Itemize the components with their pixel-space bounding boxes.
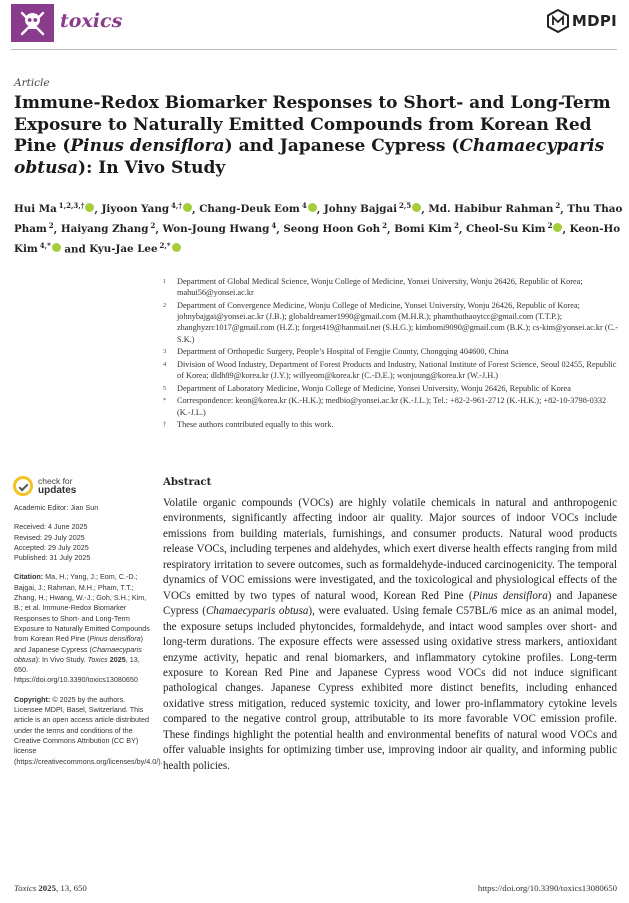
- author-name: Seong Hoon Goh: [283, 223, 381, 236]
- author-affiliation-marks: 2,5: [399, 201, 412, 210]
- author[interactable]: [60, 220, 156, 236]
- author-affiliation-marks: 2: [453, 220, 459, 230]
- author[interactable]: [394, 220, 459, 236]
- author-affiliation-marks: 2: [555, 201, 561, 210]
- citation-journal: Toxics: [87, 654, 108, 664]
- abstract-text: [163, 496, 617, 774]
- author-name: Md. Habibur Rahman: [428, 203, 554, 216]
- author-name: Keon-Ho Kim: [14, 223, 621, 256]
- orcid-icon[interactable]: [172, 243, 181, 252]
- abstract-body: ) and Japanese Cypress (: [163, 589, 617, 618]
- copyright: [14, 694, 163, 767]
- abstract-species-1: Pinus densiflora: [472, 589, 548, 602]
- author-name: Johny Bajgai: [323, 203, 398, 216]
- author[interactable]: [428, 203, 560, 215]
- affiliation-item: [163, 300, 618, 345]
- abstract-species-2: Chamaecyparis obtusa: [205, 605, 309, 618]
- author-affiliation-marks: 1,2,3,†: [58, 201, 85, 210]
- affiliation-text: Department of Global Medical Science, Wonju College of Medicine, Yonsei University, Wonju 26426, Republic of Korea; mahui56@yonsei.ac.kr: [177, 277, 583, 298]
- check-updates-line2: updates: [38, 485, 77, 496]
- affiliation-number: 3: [163, 348, 167, 356]
- affiliation-number: 5: [163, 384, 167, 392]
- author-list: Hui Ma $^{1,2,3,\dagger}$ , Jiyoon Yang $^{4,\dagger}$ , Chang-Deuk Eom $^4$ , Johny Bajgai $^{2,5}$ , Md. Habibur Rahman $^2$, Thu Thao Pham $^2$, Haiyang Zhang $^2$, Won-Joung Hwang $^4$, Seong Hoon Goh $^2$, Bomi Kim $^2$, Cheol-Su Kim $^2$ , Keon-Ho Kim $^{4,*}$ and Kyu-Jae Lee $^{2,*}$: [14, 201, 623, 256]
- abstract-heading: Abstract: [163, 476, 212, 488]
- citation-year: 2025: [109, 654, 126, 664]
- header-divider: [11, 49, 617, 50]
- mdpi-mark-icon: [547, 9, 569, 33]
- citation-species-2: Chamaecyparis obtusa: [14, 644, 142, 664]
- title-text: ) and Japanese Cypress (: [224, 136, 460, 156]
- journal-name: toxics: [60, 10, 123, 32]
- author-affiliation-marks: 4,†: [171, 201, 183, 210]
- abstract-body: ), were evaluated. Using female C57BL/6 mice as an animal model, the exposure setups included phytoncides, formaldehyde, and intact wood samples over short- and long-term durations. The exposure effects were assessed using oxidative stress markers, antioxidant enzyme activity, hepatic and renal biomarkers, and inflammatory cytokine profiles. Long-term exposure to Korean Red Pine and Japanese Cypress wood VOCs did not induce significant pathological changes. Japanese Cypress exhibited more distinct benefits, including enhanced oxidative stress mitigation, reduced systemic toxicity, and lower pro-inflammatory cytokine levels compared to the negative control group, attributable to its more favorable VOC emission profile. These findings highlight the potential health and environmental benefits of natural wood VOCs and offer valuable insights for optimizing timber use, improving indoor air quality, and informing public health policies.: [163, 605, 617, 772]
- citation-text: Ma, H.; Yang, J.; Eom, C.-D.; Bajgai, J.; Rahman, M.H.; Pham, T.T.; Zhang, H.; Hwang, W.-J.; Goh, S.H.; Kim, B.; et al. Immune-Redox Biomarker Responses to Short- and Long-Term Exposure to Naturally Emitted Compounds from Korean Red Pine (: [14, 572, 150, 644]
- article-title: [14, 93, 614, 179]
- affiliation-text: These authors contributed equally to this work.: [177, 420, 334, 430]
- author-name: Kyu-Jae Lee: [89, 243, 158, 256]
- author-affiliation-marks: 2: [382, 220, 388, 230]
- article-type: Article: [14, 77, 50, 89]
- orcid-icon[interactable]: [85, 203, 94, 212]
- author-name: Chang-Deuk Eom: [199, 203, 300, 216]
- author-affiliation-marks: 2: [48, 220, 54, 230]
- affiliation-item: [163, 419, 618, 430]
- journal-logo: [11, 4, 54, 42]
- copyright-text: © 2025 by the authors. Licensee MDPI, Basel, Switzerland. This article is an open access article distributed under the terms and conditions of the Creative Commons Attribution (CC BY) license (https://creativecommons.org/licenses/by/4.0/).: [14, 694, 163, 766]
- citation-text: ): In Vivo Study.: [35, 654, 88, 664]
- check-updates-line1: check for: [38, 476, 73, 486]
- copyright-label: Copyright:: [14, 694, 51, 704]
- orcid-icon[interactable]: [183, 203, 192, 212]
- footer-citation: [14, 883, 87, 893]
- check-for-updates-badge[interactable]: [13, 476, 76, 496]
- check-icon: [13, 476, 33, 496]
- revised-date: Revised: 29 July 2025: [14, 532, 85, 542]
- affiliation-item: [163, 395, 618, 418]
- affiliation-number: 2: [163, 301, 167, 309]
- citation-text: ) and Japanese Cypress (: [14, 634, 144, 654]
- footer-year: 2025: [38, 883, 56, 893]
- affiliation-number: *: [163, 397, 167, 405]
- publisher-logo: [547, 9, 617, 33]
- title-text: Immune-Redox Biomarker Responses to Short- and Long-Term Exposure to Naturally Emitted Compounds from Korean Red Pine (: [14, 93, 611, 156]
- title-text: ): In Vivo Study: [78, 157, 226, 178]
- author[interactable]: [102, 203, 192, 215]
- author-affiliation-marks: 4,*: [39, 240, 51, 250]
- citation: [14, 572, 152, 685]
- citation-doi: , 13, 650. https://doi.org/10.3390/toxics13080650: [14, 654, 140, 685]
- abstract-body: Volatile organic compounds (VOCs) are highly volatile chemicals in natural and anthropogenic environments, significantly affecting indoor air quality. Major sources of indoor VOCs include emissions from building materials, furnishings, and consumer products. Natural wood products release VOCs, including terpenes and aldehydes, which exert diverse health effects ranging from mild respiratory irritation to severe outcomes, such as formaldehyde-induced carcinogenicity. The temporal dynamics of VOC emissions were investigated, and the toxicological and physiological effects of the VOCs emitted by two types of natural wood, Korean Red Pine (: [163, 497, 617, 602]
- citation-species-1: Pinus densiflora: [89, 634, 141, 644]
- affiliation-item: [163, 346, 618, 357]
- publisher-name: MDPI: [571, 12, 617, 30]
- affiliations: [163, 276, 618, 432]
- author-affiliation-marks: 2: [547, 220, 553, 230]
- author[interactable]: [283, 220, 388, 236]
- article-sidebar: [14, 503, 163, 767]
- author-name: Haiyang Zhang: [60, 223, 149, 236]
- skull-icon: [19, 9, 46, 37]
- author-name: Thu Thao Pham: [14, 203, 623, 236]
- author-affiliation-marks: 2: [150, 220, 156, 230]
- author[interactable]: [324, 203, 421, 215]
- orcid-icon[interactable]: [553, 223, 562, 232]
- author-name: Won-Joung Hwang: [162, 223, 270, 236]
- published-date: Published: 31 July 2025: [14, 553, 91, 563]
- affiliation-text: Department of Convergence Medicine, Wonju College of Medicine, Yonsei University, Wonju 26426, Republic of Korea; johnybajgai@yonsei.ac.kr (J.B.); globaldreamer1990@gmail.com (M.H.R.); phamthuthaoytcc@gmail.com (T.T.P.); zhanghyzrc1017@gmail.com (H.Z.); forget419@hanmail.net (S.H.G.); kimbomi9090@gmail.com (B.K.); cs-kim@yonsei.ac.kr (C.-S.K.): [177, 300, 619, 344]
- title-species-1: Pinus densiflora: [70, 136, 225, 156]
- affiliation-number: †: [163, 421, 167, 429]
- footer-volume: , 13, 650: [55, 883, 87, 893]
- affiliation-text: Division of Wood Industry, Department of Forest Products and Industry, National Institute of Forest Science, Seoul 02455, Republic of Korea; dldh89@korea.kr (J.Y.); willyeom@korea.kr (C.-D.E.); wonjoung@korea.kr (W.-J.H.): [177, 359, 617, 381]
- citation-label: Citation:: [14, 572, 44, 582]
- affiliation-item: [163, 383, 618, 394]
- orcid-icon[interactable]: [308, 203, 317, 212]
- footer-doi-link[interactable]: https://doi.org/10.3390/toxics13080650: [477, 883, 617, 893]
- received-date: Received: 4 June 2025: [14, 522, 88, 532]
- author-affiliation-marks: 2,*: [159, 240, 171, 250]
- affiliation-item: [163, 359, 618, 382]
- author[interactable]: [466, 220, 562, 236]
- title-species-2: Chamaecyparis obtusa: [14, 136, 605, 178]
- author-name: Hui Ma: [14, 203, 57, 216]
- affiliation-text: Correspondence: keon@korea.kr (K.-H.K.); medbio@yonsei.ac.kr (K.-J.L.); Tel.: +82-2-961-2712 (K.-H.K.); +82-10-3798-0332 (K.-J.L.): [177, 396, 607, 417]
- affiliation-item: [163, 276, 618, 299]
- academic-editor: Academic Editor: Jian Sun: [14, 503, 99, 512]
- author[interactable]: [89, 240, 180, 256]
- affiliation-text: Department of Orthopedic Surgery, People’s Hospital of Fengjie County, Chongqing 404600, China: [177, 347, 509, 357]
- author[interactable]: [162, 220, 277, 236]
- footer-journal: Toxics: [14, 883, 37, 893]
- author[interactable]: [14, 203, 94, 215]
- affiliation-text: Department of Laboratory Medicine, Wonju College of Medicine, Yonsei University, Wonju 26426, Republic of Korea: [177, 383, 571, 393]
- orcid-icon[interactable]: [52, 243, 61, 252]
- author-name: Bomi Kim: [394, 223, 452, 236]
- author[interactable]: [199, 203, 317, 215]
- author-affiliation-marks: 4: [271, 220, 277, 230]
- author-name: Jiyoon Yang: [101, 203, 170, 216]
- affiliation-number: 1: [163, 278, 167, 285]
- author-affiliation-marks: 4: [301, 201, 307, 210]
- author-conjunction: and: [64, 243, 86, 256]
- affiliation-number: 4: [163, 360, 167, 368]
- orcid-icon[interactable]: [412, 203, 421, 212]
- accepted-date: Accepted: 29 July 2025: [14, 542, 89, 552]
- author-name: Cheol-Su Kim: [466, 223, 546, 236]
